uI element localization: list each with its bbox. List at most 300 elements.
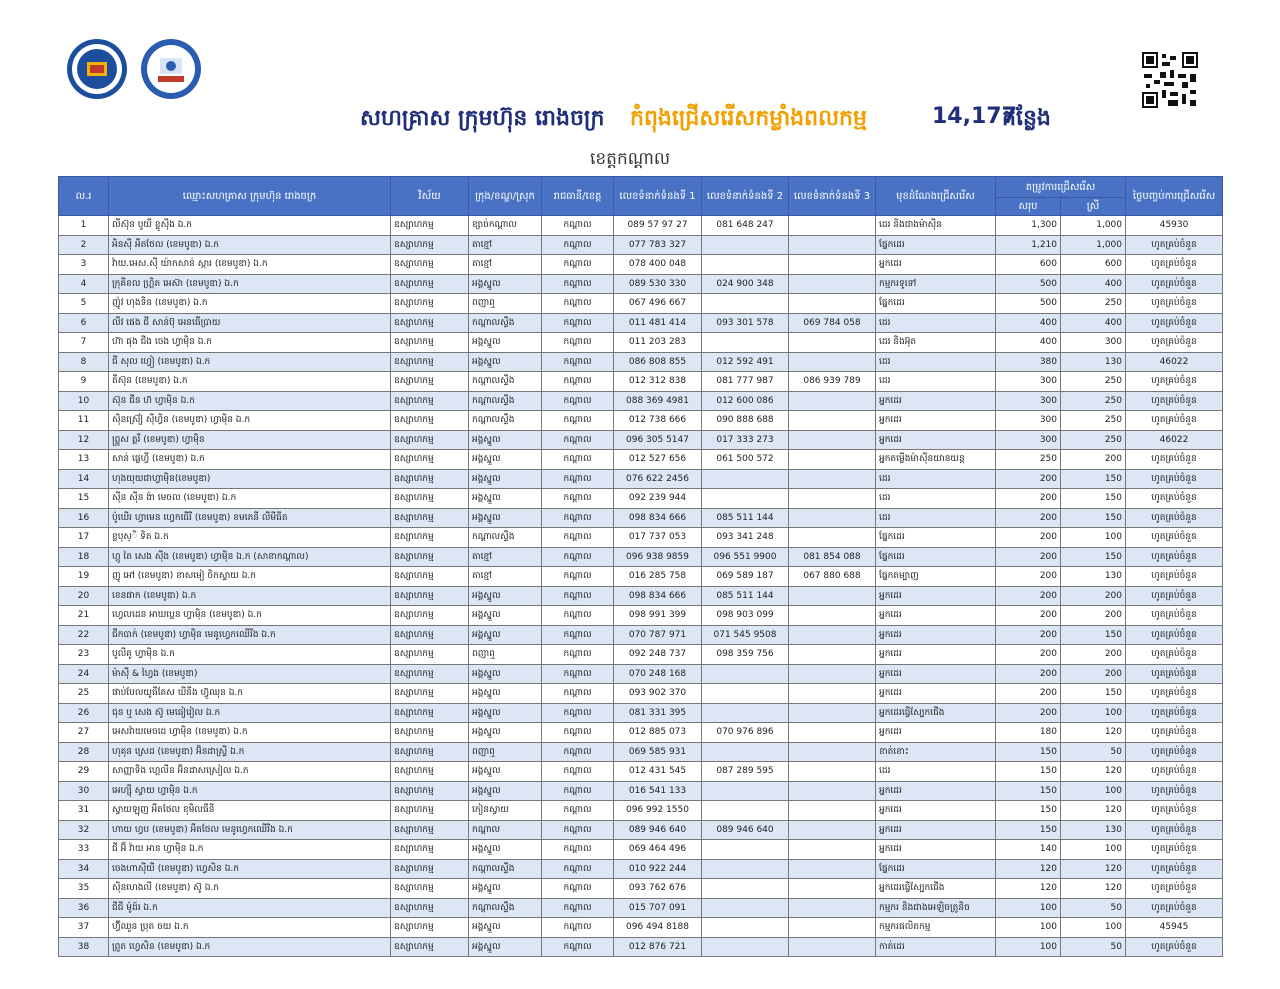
position-cell: ផ្នែកតម្បាញ [876, 567, 996, 587]
total-needed-cell: 400 [996, 313, 1061, 333]
col-header-province: រាជធានី/ខេត្ត [542, 177, 614, 216]
province-cell: កណ្ដាល [542, 255, 614, 275]
deadline-cell: 46022 [1126, 430, 1223, 450]
phone-2-cell [702, 918, 789, 938]
female-needed-cell: 300 [1061, 333, 1126, 353]
deadline-cell: ហូតគ្រប់ចំនួន [1126, 450, 1223, 470]
sector-cell: ឧស្សាហកម្ម [391, 391, 469, 411]
table-row [59, 820, 1223, 840]
deadline-cell: ហូតគ្រប់ចំនួន [1126, 255, 1223, 275]
table-row [59, 216, 1223, 236]
table-row [59, 859, 1223, 879]
col-header-need: តម្រូវការជ្រើសរើស [996, 177, 1126, 198]
company-name-cell: វ៉ាយ.អេស.ស៊ី យ៉ាកសាន់ ស្ការ (ខេមបូឌា) ឯ.ក [109, 255, 391, 275]
phone-2-cell [702, 333, 789, 353]
phone-3-cell [789, 235, 876, 255]
table-row [59, 801, 1223, 821]
phone-1-cell: 093 902 370 [614, 684, 702, 704]
deadline-cell: ហូតគ្រប់ចំនួន [1126, 859, 1223, 879]
recruitment-table [58, 176, 1223, 957]
sector-cell: ឧស្សាហកម្ម [391, 294, 469, 314]
phone-1-cell: 078 400 048 [614, 255, 702, 275]
company-name-cell: ជី សុល ហ្វៀ (ខេមបូឌា) ឯ.ក [109, 352, 391, 372]
female-needed-cell: 250 [1061, 294, 1126, 314]
province-cell: កណ្ដាល [542, 684, 614, 704]
deadline-cell: ហូតគ្រប់ចំនួន [1126, 235, 1223, 255]
total-needed-cell: 150 [996, 762, 1061, 782]
position-cell: ផ្នែកដេរ [876, 528, 996, 548]
phone-1-cell: 016 285 758 [614, 567, 702, 587]
phone-1-cell: 011 481 414 [614, 313, 702, 333]
table-row [59, 879, 1223, 899]
total-needed-cell: 300 [996, 391, 1061, 411]
phone-2-cell: 017 333 273 [702, 430, 789, 450]
female-needed-cell: 120 [1061, 801, 1126, 821]
row-number-cell: 6 [59, 313, 109, 333]
company-name-cell: ស្វាយឡុញ អឹតថែល ខុមិលធីនី [109, 801, 391, 821]
sector-cell: ឧស្សាហកម្ម [391, 898, 469, 918]
col-header-deadline: ថ្ងៃបញ្ចប់ការជ្រើសរើស [1126, 177, 1223, 216]
phone-3-cell [789, 781, 876, 801]
total-needed-cell: 200 [996, 606, 1061, 626]
company-name-cell: ជីជី ម៉ូដ៍រ ឯ.ក [109, 898, 391, 918]
phone-2-cell: 090 888 688 [702, 411, 789, 431]
total-needed-cell: 200 [996, 508, 1061, 528]
phone-2-cell [702, 703, 789, 723]
phone-2-cell: 012 592 491 [702, 352, 789, 372]
position-cell: ដេរ [876, 313, 996, 333]
phone-1-cell: 012 527 656 [614, 450, 702, 470]
phone-2-cell: 012 600 086 [702, 391, 789, 411]
district-cell: អង្គស្នួល [469, 762, 542, 782]
table-row [59, 918, 1223, 938]
company-name-cell: ហាយ ហ្វប (ខេមបូឌា) អឹតថែល មេនូហ្វេកឈើរីង ឯ.ក [109, 820, 391, 840]
province-cell: កណ្ដាល [542, 274, 614, 294]
phone-3-cell [789, 684, 876, 704]
female-needed-cell: 200 [1061, 450, 1126, 470]
phone-1-cell: 069 585 931 [614, 742, 702, 762]
phone-2-cell: 098 903 099 [702, 606, 789, 626]
phone-3-cell [789, 762, 876, 782]
position-cell: ផ្នែកដេរ [876, 859, 996, 879]
sector-cell: ឧស្សាហកម្ម [391, 430, 469, 450]
phone-1-cell: 011 203 283 [614, 333, 702, 353]
female-needed-cell: 120 [1061, 859, 1126, 879]
company-name-cell: ក្រុគីខល ហ្គ្រិត អេស៊ា (ខេមបូឌា) ឯ.ក [109, 274, 391, 294]
row-number-cell: 24 [59, 664, 109, 684]
title-recruiting: កំពុងជ្រើសរើសកម្លាំងពលកម្ម [630, 106, 867, 131]
row-number-cell: 9 [59, 372, 109, 392]
position-cell: ដេរ [876, 762, 996, 782]
deadline-cell: ហូតគ្រប់ចំនួន [1126, 391, 1223, 411]
sector-cell: ឧស្សាហកម្ម [391, 840, 469, 860]
total-needed-cell: 1,300 [996, 216, 1061, 236]
table-body [59, 216, 1223, 957]
female-needed-cell: 200 [1061, 586, 1126, 606]
position-cell: អ្នកដេរ [876, 820, 996, 840]
province-cell: កណ្ដាល [542, 313, 614, 333]
female-needed-cell: 150 [1061, 508, 1126, 528]
phone-1-cell: 016 541 133 [614, 781, 702, 801]
total-needed-cell: 250 [996, 450, 1061, 470]
phone-3-cell [789, 645, 876, 665]
table-row [59, 508, 1223, 528]
province-cell: កណ្ដាល [542, 742, 614, 762]
company-name-cell: ស៊ីន ស៊ីន ង៉ា មេចល (ខេមបូឌា) ឯ.ក [109, 489, 391, 509]
phone-2-cell [702, 801, 789, 821]
table-row [59, 411, 1223, 431]
total-needed-cell: 200 [996, 684, 1061, 704]
table-row [59, 781, 1223, 801]
female-needed-cell: 50 [1061, 742, 1126, 762]
row-number-cell: 36 [59, 898, 109, 918]
phone-3-cell [789, 450, 876, 470]
table-row [59, 567, 1223, 587]
position-cell: ដេរ [876, 372, 996, 392]
company-name-cell: ខេនផាក (ខេមបូឌា) ឯ.ក [109, 586, 391, 606]
phone-1-cell: 096 305 5147 [614, 430, 702, 450]
position-cell: អ្នកដេរ [876, 606, 996, 626]
deadline-cell: ហូតគ្រប់ចំនួន [1126, 567, 1223, 587]
province-cell: កណ្ដាល [542, 372, 614, 392]
position-cell: អ្នកដេរ [876, 801, 996, 821]
table-row [59, 528, 1223, 548]
row-number-cell: 33 [59, 840, 109, 860]
sector-cell: ឧស្សាហកម្ម [391, 664, 469, 684]
sector-cell: ឧស្សាហកម្ម [391, 508, 469, 528]
position-cell: អ្នកដេរ [876, 723, 996, 743]
row-number-cell: 20 [59, 586, 109, 606]
sector-cell: ឧស្សាហកម្ម [391, 625, 469, 645]
phone-3-cell [789, 937, 876, 957]
female-needed-cell: 120 [1061, 879, 1126, 899]
row-number-cell: 21 [59, 606, 109, 626]
female-needed-cell: 100 [1061, 528, 1126, 548]
row-number-cell: 4 [59, 274, 109, 294]
province-cell: កណ្ដាល [542, 508, 614, 528]
position-cell: អ្នកដេរ [876, 840, 996, 860]
province-cell: កណ្ដាល [542, 450, 614, 470]
female-needed-cell: 120 [1061, 762, 1126, 782]
phone-1-cell: 069 464 496 [614, 840, 702, 860]
qr-code-icon [1142, 52, 1198, 108]
row-number-cell: 8 [59, 352, 109, 372]
row-number-cell: 27 [59, 723, 109, 743]
position-cell: អ្នកដេរ [876, 645, 996, 665]
col-header-total: សរុប [996, 198, 1061, 216]
agency-logo [140, 38, 202, 100]
phone-3-cell [789, 489, 876, 509]
deadline-cell: ហូតគ្រប់ចំនួន [1126, 742, 1223, 762]
district-cell: អង្គស្នួល [469, 918, 542, 938]
position-cell: អ្នកដេរធ្វើស្បែកជើង [876, 703, 996, 723]
district-cell: ពញាឮ [469, 294, 542, 314]
table-row [59, 274, 1223, 294]
district-cell: កណ្ដាលស្ទឹង [469, 411, 542, 431]
phone-2-cell [702, 469, 789, 489]
district-cell: តាខ្មៅ [469, 235, 542, 255]
phone-1-cell: 012 431 545 [614, 762, 702, 782]
phone-1-cell: 089 946 640 [614, 820, 702, 840]
total-needed-cell: 100 [996, 937, 1061, 957]
province-cell: កណ្ដាល [542, 918, 614, 938]
district-cell: កណ្ដាលស្ទឹង [469, 391, 542, 411]
phone-2-cell: 081 648 247 [702, 216, 789, 236]
phone-1-cell: 096 494 8188 [614, 918, 702, 938]
province-subtitle: ខេត្តកណ្ដាល [590, 149, 671, 169]
province-cell: កណ្ដាល [542, 937, 614, 957]
province-cell: កណ្ដាល [542, 528, 614, 548]
sector-cell: ឧស្សាហកម្ម [391, 762, 469, 782]
province-cell: កណ្ដាល [542, 411, 614, 431]
district-cell: កណ្ដាលស្ទឹង [469, 313, 542, 333]
position-cell: អ្នកដេរ [876, 411, 996, 431]
position-cell: ដេរ [876, 469, 996, 489]
deadline-cell: ហូតគ្រប់ចំនួន [1126, 684, 1223, 704]
phone-1-cell: 092 239 944 [614, 489, 702, 509]
province-cell: កណ្ដាល [542, 294, 614, 314]
total-needed-cell: 300 [996, 411, 1061, 431]
female-needed-cell: 250 [1061, 411, 1126, 431]
deadline-cell: ហូតគ្រប់ចំនួន [1126, 879, 1223, 899]
district-cell: អង្គស្នួល [469, 508, 542, 528]
row-number-cell: 22 [59, 625, 109, 645]
company-name-cell: ប៉ូឃើរ ហ្វាមេន ហ្វេកធើរី (ខេមបូឌា) ខមភេនី លីមីធីត [109, 508, 391, 528]
total-needed-cell: 150 [996, 801, 1061, 821]
sector-cell: ឧស្សាហកម្ម [391, 450, 469, 470]
company-name-cell: ខ្លបុស្ិ ទិត ឯ.ក [109, 528, 391, 548]
sector-cell: ឧស្សាហកម្ម [391, 528, 469, 548]
district-cell: អង្គស្នួល [469, 781, 542, 801]
table-row [59, 450, 1223, 470]
row-number-cell: 38 [59, 937, 109, 957]
row-number-cell: 1 [59, 216, 109, 236]
phone-3-cell [789, 469, 876, 489]
sector-cell: ឧស្សាហកម្ម [391, 801, 469, 821]
table-row [59, 313, 1223, 333]
table-row [59, 333, 1223, 353]
phone-3-cell [789, 586, 876, 606]
phone-1-cell: 070 787 971 [614, 625, 702, 645]
deadline-cell: ហូតគ្រប់ចំនួន [1126, 469, 1223, 489]
female-needed-cell: 120 [1061, 723, 1126, 743]
row-number-cell: 26 [59, 703, 109, 723]
row-number-cell: 32 [59, 820, 109, 840]
sector-cell: ឧស្សាហកម្ម [391, 469, 469, 489]
deadline-cell: ហូតគ្រប់ចំនួន [1126, 586, 1223, 606]
deadline-cell: ហូតគ្រប់ចំនួន [1126, 801, 1223, 821]
row-number-cell: 13 [59, 450, 109, 470]
province-cell: កណ្ដាល [542, 586, 614, 606]
total-needed-cell: 200 [996, 489, 1061, 509]
phone-3-cell [789, 898, 876, 918]
table-row [59, 352, 1223, 372]
female-needed-cell: 250 [1061, 372, 1126, 392]
phone-2-cell: 085 511 144 [702, 508, 789, 528]
sector-cell: ឧស្សាហកម្ម [391, 742, 469, 762]
province-cell: កណ្ដាល [542, 859, 614, 879]
sector-cell: ឧស្សាហកម្ម [391, 567, 469, 587]
sector-cell: ឧស្សាហកម្ម [391, 274, 469, 294]
district-cell: អង្គស្នួល [469, 625, 542, 645]
total-needed-cell: 200 [996, 586, 1061, 606]
female-needed-cell: 100 [1061, 840, 1126, 860]
sector-cell: ឧស្សាហកម្ម [391, 586, 469, 606]
phone-2-cell: 024 900 348 [702, 274, 789, 294]
province-cell: កណ្ដាល [542, 489, 614, 509]
position-cell: អ្នកដេរ [876, 684, 996, 704]
company-name-cell: ស៊ិនហេងលី (ខេមបូឌា) ស៊ូ ឯ.ក [109, 879, 391, 899]
total-needed-cell: 200 [996, 645, 1061, 665]
company-name-cell: ហុគុន ស្រេដ (ខេមបូឌា) អ៊ិនដាស្រ្ទី ឯ.ក [109, 742, 391, 762]
table-row [59, 645, 1223, 665]
female-needed-cell: 130 [1061, 352, 1126, 372]
province-cell: កណ្ដាល [542, 840, 614, 860]
phone-3-cell [789, 411, 876, 431]
phone-3-cell [789, 274, 876, 294]
phone-3-cell: 081 854 088 [789, 547, 876, 567]
province-cell: កណ្ដាល [542, 898, 614, 918]
total-needed-cell: 500 [996, 294, 1061, 314]
sector-cell: ឧស្សាហកម្ម [391, 859, 469, 879]
phone-3-cell: 069 784 058 [789, 313, 876, 333]
phone-3-cell [789, 859, 876, 879]
row-number-cell: 3 [59, 255, 109, 275]
table-row [59, 606, 1223, 626]
company-name-cell: តឺស៊ុន (ខេមបូឌា) ឯ.ក [109, 372, 391, 392]
phone-2-cell [702, 879, 789, 899]
phone-3-cell [789, 216, 876, 236]
company-name-cell: ចេងហាស៊ីយី (ខេមបូឌា) ហ្វេសិន ឯ.ក [109, 859, 391, 879]
province-cell: កណ្ដាល [542, 235, 614, 255]
row-number-cell: 29 [59, 762, 109, 782]
total-needed-cell: 140 [996, 840, 1061, 860]
phone-2-cell: 069 589 187 [702, 567, 789, 587]
district-cell: កៀនស្វាយ [469, 801, 542, 821]
phone-3-cell [789, 742, 876, 762]
company-name-cell: អិនស៊ី អឹតថែល (ខេមបូឌា) ឯ.ក [109, 235, 391, 255]
col-header-position: មុខដំណែងជ្រើសរើស [876, 177, 996, 216]
deadline-cell: ហូតគ្រប់ចំនួន [1126, 489, 1223, 509]
district-cell: អង្គស្នួល [469, 274, 542, 294]
phone-1-cell: 010 922 244 [614, 859, 702, 879]
total-needed-cell: 120 [996, 859, 1061, 879]
province-cell: កណ្ដាល [542, 781, 614, 801]
company-name-cell: ហ៊្វីឈួន ប្រុត ចយ ឯ.ក [109, 918, 391, 938]
district-cell: តាខ្មៅ [469, 567, 542, 587]
position-cell: ដេរ [876, 352, 996, 372]
deadline-cell: ហូតគ្រប់ចំនួន [1126, 606, 1223, 626]
district-cell: អង្គស្នួល [469, 664, 542, 684]
position-cell: ដេរ និងជាងម៉ាស៊ីន [876, 216, 996, 236]
total-needed-cell: 200 [996, 547, 1061, 567]
company-name-cell: សាន់ ផ្លេហ្វី (ខេមបូឌា) ឯ.ក [109, 450, 391, 470]
position-cell: អ្នកដេរ [876, 664, 996, 684]
deadline-cell: ហូតគ្រប់ចំនួន [1126, 840, 1223, 860]
deadline-cell: ហូតគ្រប់ចំនួន [1126, 528, 1223, 548]
district-cell: អង្គស្នួល [469, 450, 542, 470]
phone-3-cell [789, 255, 876, 275]
female-needed-cell: 150 [1061, 547, 1126, 567]
province-cell: កណ្ដាល [542, 723, 614, 743]
total-needed-cell: 200 [996, 664, 1061, 684]
phone-3-cell [789, 625, 876, 645]
district-cell: អង្គស្នួល [469, 684, 542, 704]
total-needed-cell: 200 [996, 567, 1061, 587]
female-needed-cell: 600 [1061, 255, 1126, 275]
table-row [59, 898, 1223, 918]
sector-cell: ឧស្សាហកម្ម [391, 333, 469, 353]
table-row [59, 372, 1223, 392]
province-cell: កណ្ដាល [542, 703, 614, 723]
phone-3-cell [789, 840, 876, 860]
phone-2-cell [702, 489, 789, 509]
deadline-cell: ហូតគ្រប់ចំនួន [1126, 411, 1223, 431]
phone-2-cell [702, 781, 789, 801]
province-cell: កណ្ដាល [542, 391, 614, 411]
sector-cell: ឧស្សាហកម្ម [391, 723, 469, 743]
deadline-cell: ហូតគ្រប់ចំនួន [1126, 372, 1223, 392]
female-needed-cell: 250 [1061, 391, 1126, 411]
position-cell: កម្មករទូទៅ [876, 274, 996, 294]
total-needed-cell: 200 [996, 469, 1061, 489]
phone-3-cell [789, 508, 876, 528]
province-cell: កណ្ដាល [542, 606, 614, 626]
company-name-cell: ជីកបាក់ (ខេមបូឌា) ហ្វាម៉ិន មេនូហ្វេកឈើរីង ឯ.ក [109, 625, 391, 645]
province-cell: កណ្ដាល [542, 879, 614, 899]
row-number-cell: 19 [59, 567, 109, 587]
phone-2-cell [702, 840, 789, 860]
phone-1-cell: 093 762 676 [614, 879, 702, 899]
position-cell: អ្នកដេរ [876, 625, 996, 645]
company-name-cell: ម៉ាស៊ី & ហ្វៃង (ខេមបូឌា) [109, 664, 391, 684]
company-name-cell: ស៊ិនស៊្រៀ ស៊ីហ្វិន (ខេមបូឌា) ហ្វាម៉ិន ឯ.ក [109, 411, 391, 431]
sector-cell: ឧស្សាហកម្ម [391, 781, 469, 801]
female-needed-cell: 400 [1061, 313, 1126, 333]
table-row [59, 235, 1223, 255]
deadline-cell: ហូតគ្រប់ចំនួន [1126, 937, 1223, 957]
row-number-cell: 28 [59, 742, 109, 762]
province-cell: កណ្ដាល [542, 645, 614, 665]
sector-cell: ឧស្សាហកម្ម [391, 255, 469, 275]
district-cell: អង្គស្នួល [469, 469, 542, 489]
position-cell: ខាត់ខោះ [876, 742, 996, 762]
deadline-cell: ហូតគ្រប់ចំនួន [1126, 508, 1223, 528]
position-cell: អ្នកដេរ [876, 781, 996, 801]
table-row [59, 489, 1223, 509]
district-cell: កណ្ដាលស្ទឹង [469, 859, 542, 879]
sector-cell: ឧស្សាហកម្ម [391, 489, 469, 509]
deadline-cell: ហូតគ្រប់ចំនួន [1126, 294, 1223, 314]
total-needed-cell: 400 [996, 333, 1061, 353]
phone-3-cell [789, 294, 876, 314]
phone-3-cell [789, 391, 876, 411]
phone-1-cell: 015 707 091 [614, 898, 702, 918]
district-cell: កណ្ដាលស្ទឹង [469, 898, 542, 918]
table-row [59, 703, 1223, 723]
phone-3-cell [789, 430, 876, 450]
row-number-cell: 34 [59, 859, 109, 879]
female-needed-cell: 100 [1061, 781, 1126, 801]
col-header-district: ក្រុង/ខណ្ឌ/ស្រុក [469, 177, 542, 216]
female-needed-cell: 130 [1061, 820, 1126, 840]
company-name-cell: អេសវ៉ាយមេចដេ ហ្វាម៉ិន (ខេមបូឌា) ឯ.ក [109, 723, 391, 743]
row-number-cell: 15 [59, 489, 109, 509]
province-cell: កណ្ដាល [542, 352, 614, 372]
row-number-cell: 2 [59, 235, 109, 255]
sector-cell: ឧស្សាហកម្ម [391, 216, 469, 236]
company-name-cell: ហ្គូ តៃ សេង ស៊ីង (ខេមបូឌា) ហ្វាម៉ិន ឯ.ក (សាខាកណ្ដាល) [109, 547, 391, 567]
